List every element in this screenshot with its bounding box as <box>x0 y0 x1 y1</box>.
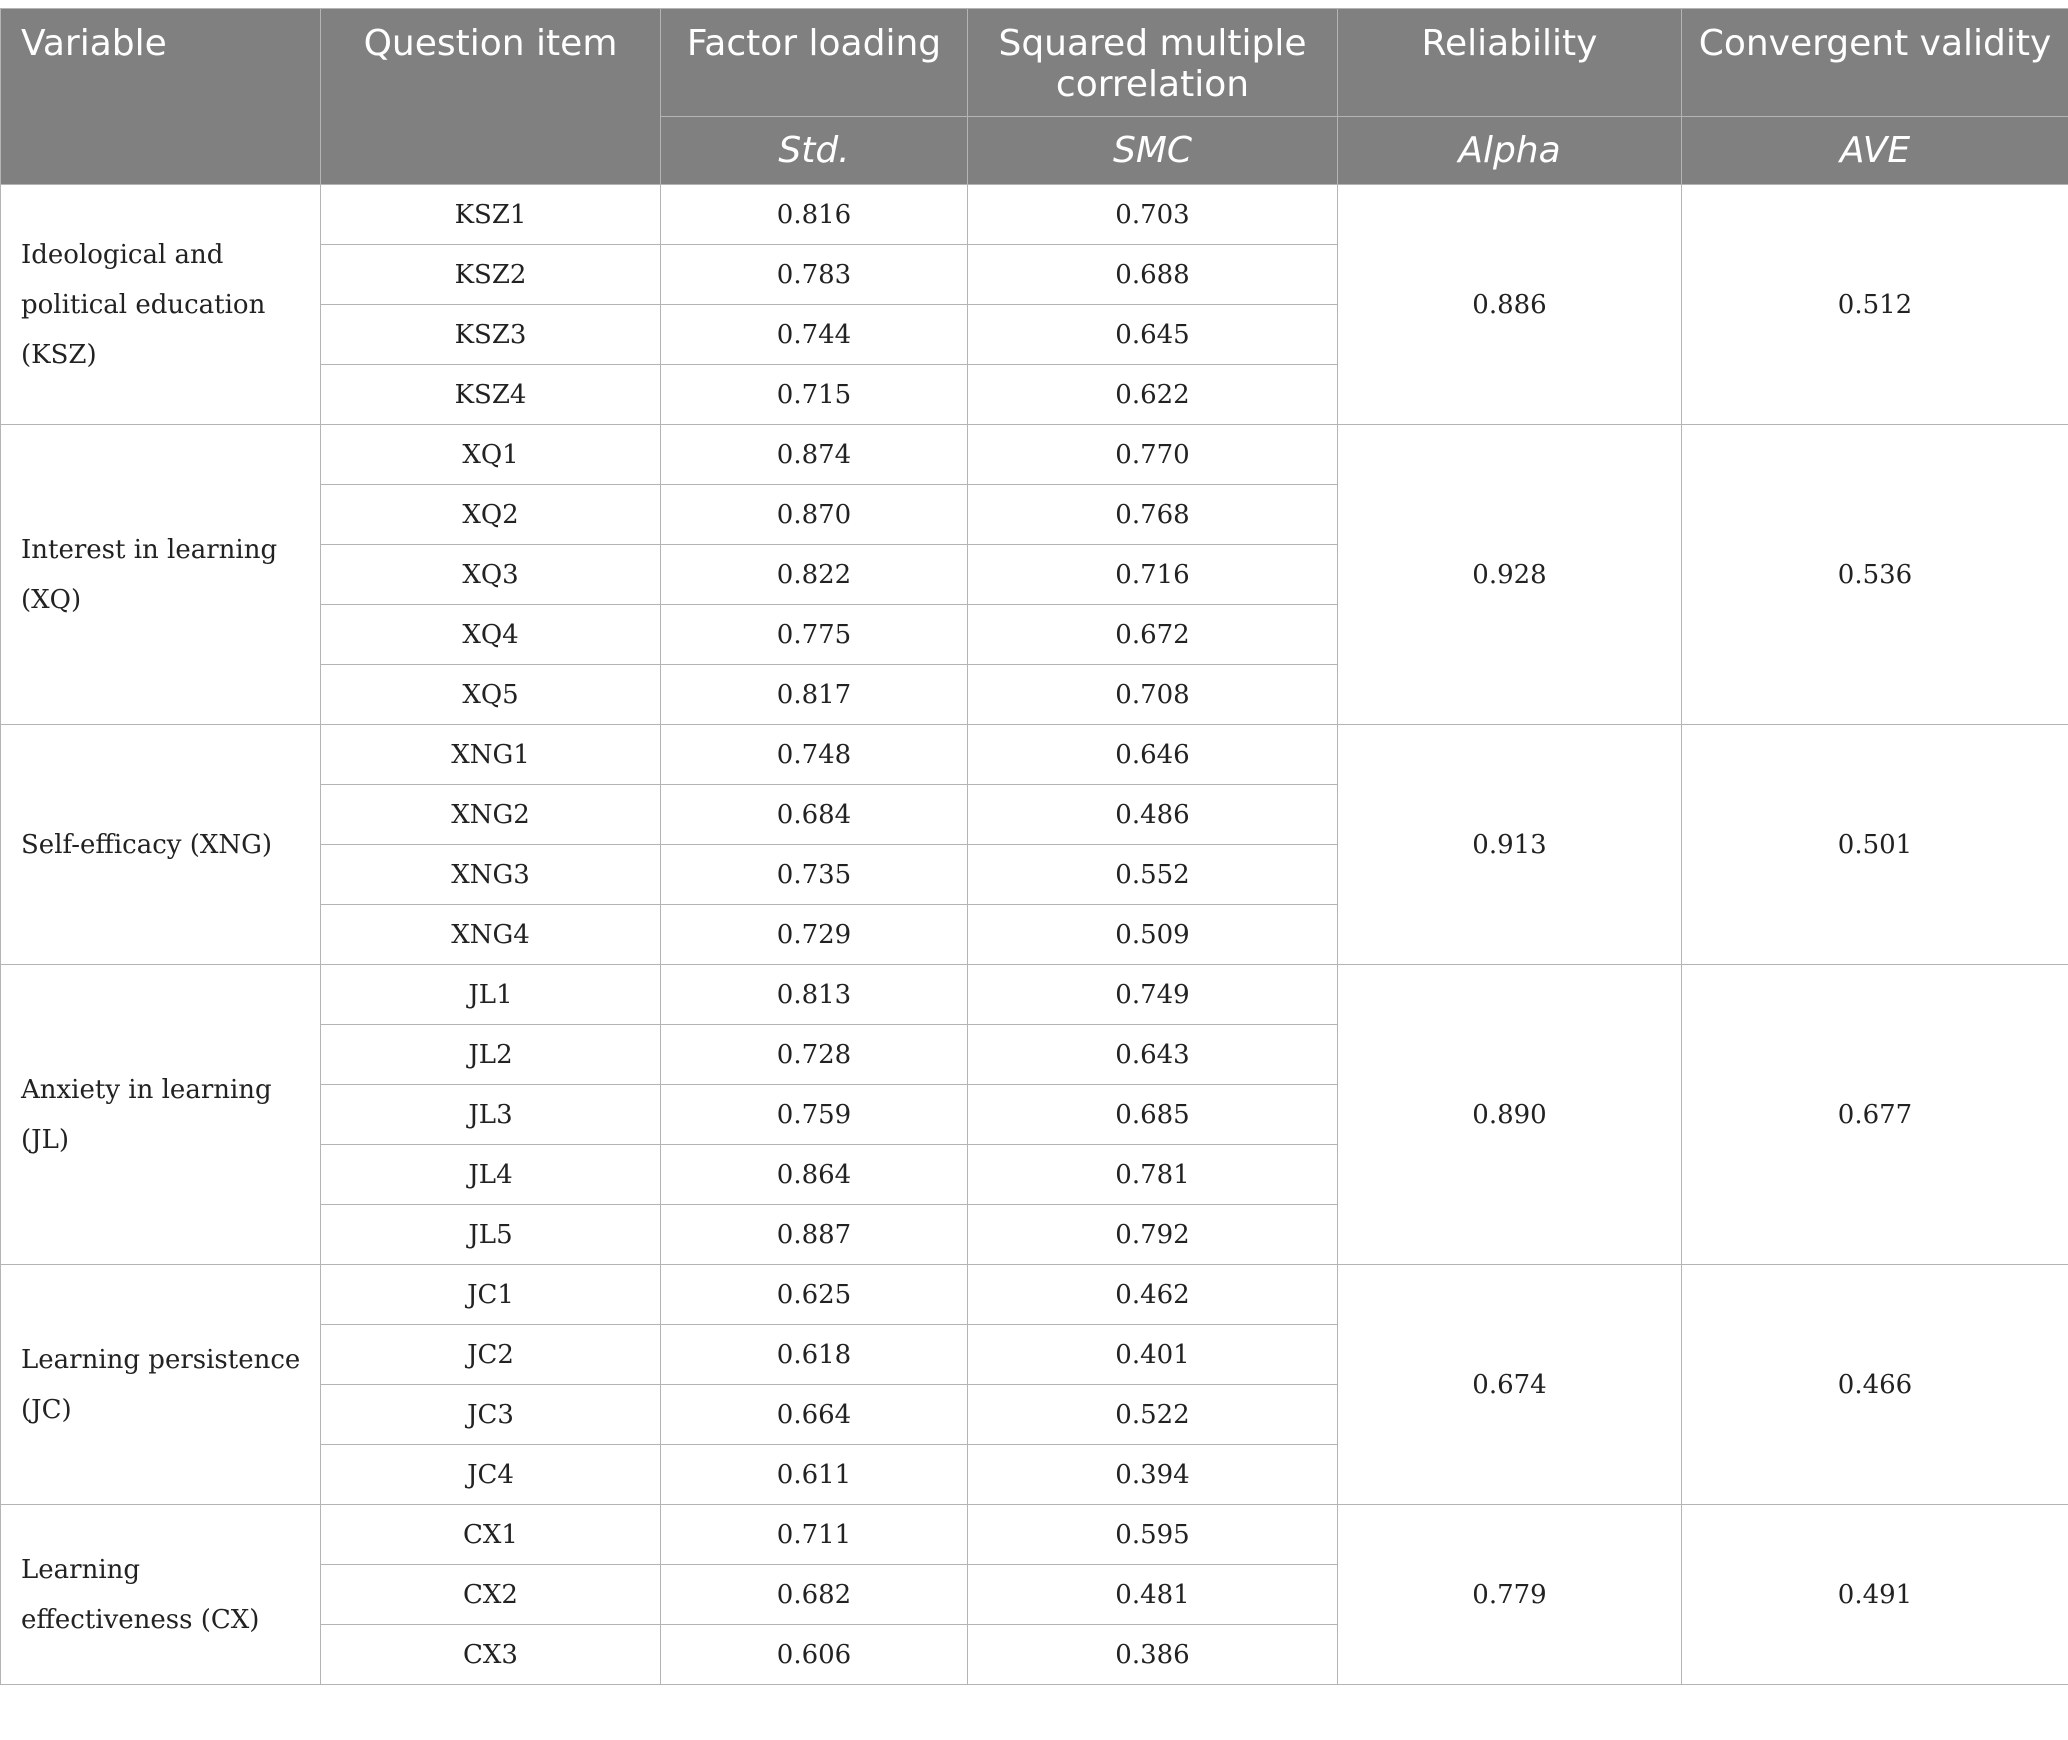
factor-loading-cell: 0.735 <box>661 845 968 905</box>
question-item-cell: XQ4 <box>321 605 661 665</box>
smc-cell: 0.688 <box>968 245 1338 305</box>
smc-cell: 0.749 <box>968 965 1338 1025</box>
smc-cell: 0.522 <box>968 1385 1338 1445</box>
smc-cell: 0.622 <box>968 365 1338 425</box>
factor-loading-cell: 0.744 <box>661 305 968 365</box>
smc-cell: 0.481 <box>968 1565 1338 1625</box>
smc-cell: 0.685 <box>968 1085 1338 1145</box>
question-item-cell: XNG1 <box>321 725 661 785</box>
header-squared-multiple-correlation: Squared multiple correlation <box>968 9 1338 117</box>
smc-cell: 0.486 <box>968 785 1338 845</box>
question-item-cell: JC3 <box>321 1385 661 1445</box>
ave-cell: 0.466 <box>1682 1265 2068 1505</box>
factor-loading-cell: 0.816 <box>661 185 968 245</box>
smc-cell: 0.768 <box>968 485 1338 545</box>
smc-cell: 0.672 <box>968 605 1338 665</box>
factor-loading-cell: 0.817 <box>661 665 968 725</box>
factor-loading-cell: 0.775 <box>661 605 968 665</box>
header-reliability: Reliability <box>1338 9 1682 117</box>
factor-loading-cell: 0.728 <box>661 1025 968 1085</box>
ave-cell: 0.491 <box>1682 1505 2068 1685</box>
question-item-cell: JL2 <box>321 1025 661 1085</box>
header-std: Std. <box>661 117 968 185</box>
question-item-cell: CX2 <box>321 1565 661 1625</box>
smc-cell: 0.781 <box>968 1145 1338 1205</box>
ave-cell: 0.501 <box>1682 725 2068 965</box>
variable-name-cell: Ideological and political education (KSZ) <box>1 185 321 425</box>
ave-cell: 0.512 <box>1682 185 2068 425</box>
table-row <box>1 185 2068 245</box>
smc-cell: 0.552 <box>968 845 1338 905</box>
factor-loading-cell: 0.874 <box>661 425 968 485</box>
question-item-cell: JC2 <box>321 1325 661 1385</box>
alpha-cell: 0.779 <box>1338 1505 1682 1685</box>
smc-cell: 0.386 <box>968 1625 1338 1685</box>
factor-loading-cell: 0.759 <box>661 1085 968 1145</box>
header-variable: Variable <box>1 9 321 185</box>
question-item-cell: CX3 <box>321 1625 661 1685</box>
header-convergent-validity: Convergent validity <box>1682 9 2068 117</box>
question-item-cell: JL5 <box>321 1205 661 1265</box>
question-item-cell: XQ3 <box>321 545 661 605</box>
smc-cell: 0.770 <box>968 425 1338 485</box>
factor-loading-cell: 0.870 <box>661 485 968 545</box>
factor-loading-cell: 0.664 <box>661 1385 968 1445</box>
factor-loading-cell: 0.711 <box>661 1505 968 1565</box>
variable-name-cell: Learning persistence (JC) <box>1 1265 321 1505</box>
question-item-cell: CX1 <box>321 1505 661 1565</box>
results-table <box>0 8 2068 1685</box>
alpha-cell: 0.928 <box>1338 425 1682 725</box>
ave-cell: 0.536 <box>1682 425 2068 725</box>
question-item-cell: JC1 <box>321 1265 661 1325</box>
question-item-cell: XQ2 <box>321 485 661 545</box>
smc-cell: 0.703 <box>968 185 1338 245</box>
factor-loading-cell: 0.682 <box>661 1565 968 1625</box>
question-item-cell: JL1 <box>321 965 661 1025</box>
factor-loading-cell: 0.715 <box>661 365 968 425</box>
smc-cell: 0.708 <box>968 665 1338 725</box>
factor-loading-cell: 0.783 <box>661 245 968 305</box>
factor-loading-cell: 0.864 <box>661 1145 968 1205</box>
ave-cell: 0.677 <box>1682 965 2068 1265</box>
alpha-cell: 0.886 <box>1338 185 1682 425</box>
question-item-cell: KSZ3 <box>321 305 661 365</box>
factor-loading-cell: 0.684 <box>661 785 968 845</box>
factor-loading-cell: 0.729 <box>661 905 968 965</box>
question-item-cell: JL3 <box>321 1085 661 1145</box>
question-item-cell: XQ5 <box>321 665 661 725</box>
table-row <box>1 425 2068 485</box>
header-ave: AVE <box>1682 117 2068 185</box>
question-item-cell: JC4 <box>321 1445 661 1505</box>
question-item-cell: KSZ4 <box>321 365 661 425</box>
alpha-cell: 0.913 <box>1338 725 1682 965</box>
header-question-item: Question item <box>321 9 661 185</box>
smc-cell: 0.462 <box>968 1265 1338 1325</box>
question-item-cell: XNG2 <box>321 785 661 845</box>
smc-cell: 0.643 <box>968 1025 1338 1085</box>
factor-loading-cell: 0.611 <box>661 1445 968 1505</box>
question-item-cell: JL4 <box>321 1145 661 1205</box>
question-item-cell: XNG3 <box>321 845 661 905</box>
table-row <box>1 725 2068 785</box>
question-item-cell: KSZ1 <box>321 185 661 245</box>
factor-loading-cell: 0.822 <box>661 545 968 605</box>
question-item-cell: KSZ2 <box>321 245 661 305</box>
factor-loading-cell: 0.887 <box>661 1205 968 1265</box>
factor-loading-cell: 0.625 <box>661 1265 968 1325</box>
table-body <box>1 185 2068 1685</box>
variable-name-cell: Self-efficacy (XNG) <box>1 725 321 965</box>
smc-cell: 0.595 <box>968 1505 1338 1565</box>
variable-name-cell: Learning effectiveness (CX) <box>1 1505 321 1685</box>
table-row <box>1 1265 2068 1325</box>
smc-cell: 0.394 <box>968 1445 1338 1505</box>
alpha-cell: 0.674 <box>1338 1265 1682 1505</box>
factor-loading-cell: 0.618 <box>661 1325 968 1385</box>
smc-cell: 0.509 <box>968 905 1338 965</box>
factor-loading-cell: 0.748 <box>661 725 968 785</box>
table-row <box>1 965 2068 1025</box>
variable-name-cell: Interest in learning (XQ) <box>1 425 321 725</box>
smc-cell: 0.645 <box>968 305 1338 365</box>
smc-cell: 0.401 <box>968 1325 1338 1385</box>
header-alpha: Alpha <box>1338 117 1682 185</box>
alpha-cell: 0.890 <box>1338 965 1682 1265</box>
smc-cell: 0.792 <box>968 1205 1338 1265</box>
question-item-cell: XQ1 <box>321 425 661 485</box>
table-row <box>1 1505 2068 1565</box>
question-item-cell: XNG4 <box>321 905 661 965</box>
header-factor-loading: Factor loading <box>661 9 968 117</box>
variable-name-cell: Anxiety in learning (JL) <box>1 965 321 1265</box>
smc-cell: 0.716 <box>968 545 1338 605</box>
factor-loading-cell: 0.813 <box>661 965 968 1025</box>
table-header <box>1 9 2068 185</box>
smc-cell: 0.646 <box>968 725 1338 785</box>
factor-loading-cell: 0.606 <box>661 1625 968 1685</box>
header-smc: SMC <box>968 117 1338 185</box>
